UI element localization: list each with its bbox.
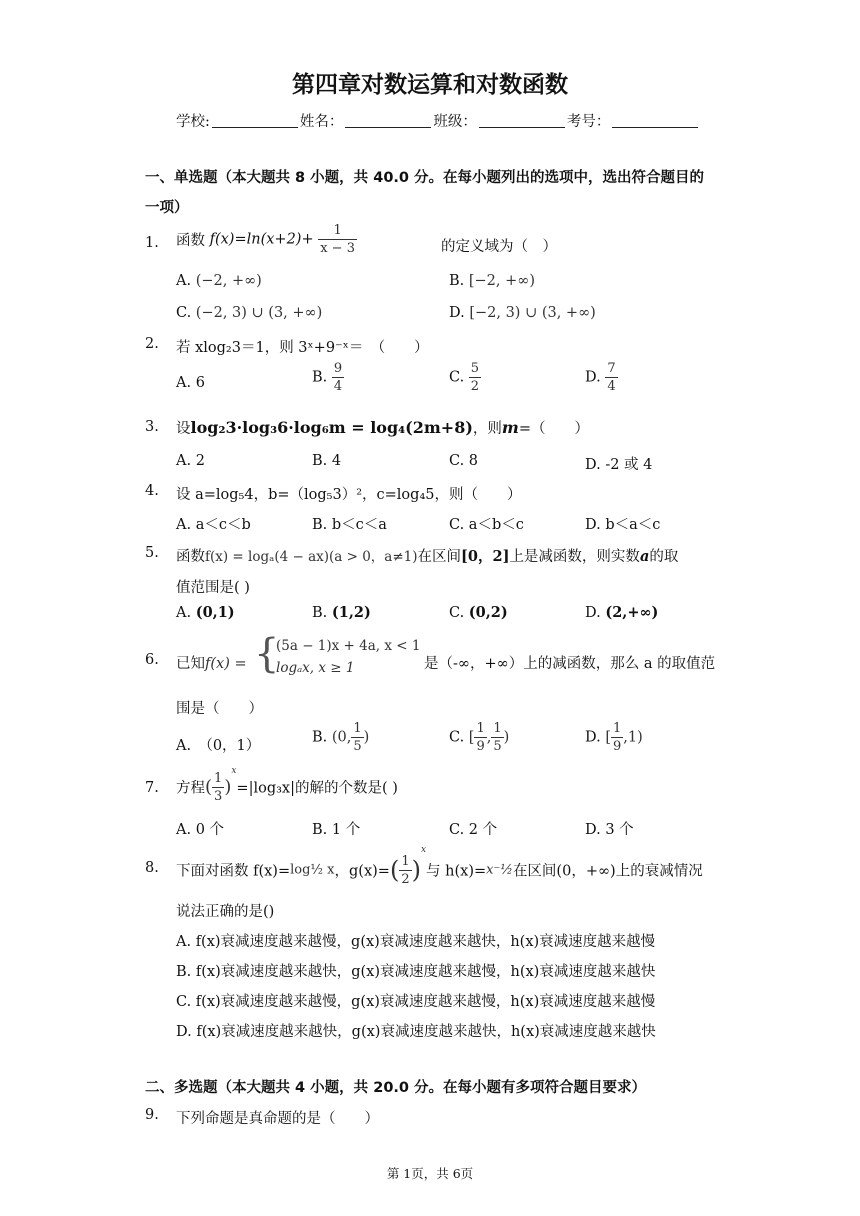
q5-option-d[interactable]: D. (2,+∞)	[585, 604, 659, 621]
q1-option-b[interactable]: B. [−2, +∞)	[449, 273, 536, 289]
q5-option-b[interactable]: B. (1,2)	[312, 604, 371, 621]
page-footer: 第 1页，共 6页	[386, 1166, 474, 1181]
q3-number: 3.	[145, 419, 159, 435]
q8-number: 8.	[145, 860, 159, 876]
q8-option-d[interactable]: D. f(x)衰减速度越来越快，g(x)衰减速度越来越快，h(x)衰减速度越来越快	[176, 1024, 656, 1040]
q8-option-b[interactable]: B. f(x)衰减速度越来越快，g(x)衰减速度越来越慢，h(x)衰减速度越来越快	[176, 964, 656, 980]
school-blank[interactable]	[212, 113, 298, 128]
q6-option-b[interactable]: B. (0, $\frac{1}{5}$ )	[312, 721, 370, 754]
q6-brace-icon: {	[254, 631, 280, 677]
q8-option-a[interactable]: A. f(x)衰减速度越来越慢，g(x)衰减速度越来越快，h(x)衰减速度越来越慢	[176, 934, 656, 950]
section1-heading-cont: 一项）	[145, 200, 189, 216]
class-blank[interactable]	[479, 113, 565, 128]
q4-option-c[interactable]: C. a＜b＜c	[449, 517, 524, 533]
q7-option-a[interactable]: A. 0 个	[176, 822, 225, 838]
q4-option-a[interactable]: A. a＜c＜b	[176, 517, 251, 533]
q1-stem	[176, 224, 357, 255]
q1-post: 的定义域为（ ）	[441, 239, 557, 255]
q6-number: 6.	[145, 652, 159, 668]
q2-option-b[interactable]: B. $\frac{9}{4}$	[312, 361, 343, 394]
q1-frac-den: x − 3	[320, 241, 355, 256]
q6-option-d[interactable]: D. [ $\frac{1}{9}$ ,1)	[585, 721, 643, 754]
student-info-line	[176, 110, 700, 131]
q7-option-d[interactable]: D. 3 个	[585, 822, 634, 838]
q7-option-c[interactable]: C. 2 个	[449, 822, 498, 838]
school-label: 学校:	[176, 114, 210, 130]
q5-stem: 函数f(x) = logₐ(4 − ax)(a > 0，a≠1)在区间[0，2]上是减函数，则实数a的取	[176, 548, 679, 565]
q8-stem: 下面对函数 f(x)=log½ x，g(x)=( $\frac{1}{2}$ )$^x$与 h(x)=x⁻½在区间(0，+∞)上的衰减情况	[176, 845, 703, 887]
q5-number: 5.	[145, 545, 159, 561]
q1-option-c[interactable]: C. (−2, 3) ∪ (3, +∞)	[176, 305, 323, 321]
q5-option-c[interactable]: C. (0,2)	[449, 604, 508, 621]
examno-blank[interactable]	[612, 113, 698, 128]
q6-pre: 已知f(x) =	[176, 656, 247, 672]
q2-option-d[interactable]: D. $\frac{7}{4}$	[585, 361, 616, 394]
name-blank[interactable]	[345, 113, 431, 128]
q3-option-a[interactable]: A. 2	[176, 453, 205, 469]
q1-option-a[interactable]: A. (−2, +∞)	[176, 273, 262, 289]
q8-option-c[interactable]: C. f(x)衰减速度越来越慢，g(x)衰减速度越来越慢，h(x)衰减速度越来越慢	[176, 994, 656, 1010]
q1-frac-num: 1	[318, 224, 357, 240]
q1-fraction	[318, 224, 357, 255]
q6-option-c[interactable]: C. [ $\frac{1}{9}$ , $\frac{1}{5}$ )	[449, 721, 510, 754]
q3-option-d[interactable]: D. -2 或 4	[585, 457, 653, 473]
q1-pre: 函数	[176, 233, 210, 249]
q2-option-c[interactable]: C. $\frac{5}{2}$	[449, 361, 480, 394]
q5-stem-cont: 值范围是( )	[176, 580, 250, 596]
q2-option-a[interactable]: A. 6	[176, 375, 205, 391]
section1-heading: 一、单选题（本大题共 8 小题，共 40.0 分。在每小题列出的选项中，选出符合题目的	[145, 170, 705, 186]
q7-option-b[interactable]: B. 1 个	[312, 822, 361, 838]
q1-func: f(x)=ln(x+2)+	[209, 231, 314, 248]
q5-expression: f(x) = logₐ(4 − ax)(a > 0，a≠1)	[205, 549, 418, 565]
q6-post: 是（-∞，+∞）上的减函数，那么 a 的取值范	[424, 656, 716, 672]
q6-stem-cont: 围是（ ）	[176, 701, 263, 717]
class-label: 班级：	[433, 114, 477, 130]
q3-option-b[interactable]: B. 4	[312, 453, 342, 469]
q7-stem: 方程( $\frac{1}{3}$ )$^x$=|log₃x|的解的个数是( )	[176, 766, 398, 804]
q6-case2: logₐx, x ≥ 1	[276, 660, 355, 676]
q3-option-c[interactable]: C. 8	[449, 453, 479, 469]
q4-number: 4.	[145, 483, 159, 499]
examno-label: 考号：	[566, 114, 611, 130]
section2-heading: 二、多选题（本大题共 4 小题，共 20.0 分。在每小题有多项符合题目要求）	[145, 1080, 647, 1096]
page-title: 第四章对数运算和对数函数	[292, 72, 568, 98]
q9-stem: 下列命题是真命题的是（ ）	[176, 1111, 379, 1127]
q9-number: 9.	[145, 1107, 159, 1123]
q3-stem: 设log₂3·log₃6·log₆m = log₄(2m+8)，则m=（ ）	[176, 418, 589, 437]
q5-option-a[interactable]: A. (0,1)	[176, 604, 235, 621]
q1-number: 1.	[145, 235, 159, 251]
q1-option-d[interactable]: D. [−2, 3) ∪ (3, +∞)	[449, 305, 596, 321]
q4-option-b[interactable]: B. b＜c＜a	[312, 517, 387, 533]
q2-stem: 若 xlog₂3＝1，则 3ˣ+9⁻ˣ＝ （ ）	[176, 340, 429, 356]
q8-stem-cont: 说法正确的是()	[176, 904, 275, 920]
q7-number: 7.	[145, 780, 159, 796]
q2-number: 2.	[145, 336, 159, 352]
name-label: 姓名：	[299, 114, 344, 130]
q6-option-a[interactable]: A. （0，1）	[176, 738, 261, 754]
q4-option-d[interactable]: D. b＜a＜c	[585, 517, 661, 533]
q6-case1: (5a − 1)x + 4a, x < 1	[276, 638, 421, 654]
q3-expression: log₂3·log₃6·log₆m = log₄(2m+8)	[190, 418, 473, 437]
q4-stem: 设 a=log₅4，b=（log₅3）²，c=log₄5，则（ ）	[176, 487, 522, 503]
